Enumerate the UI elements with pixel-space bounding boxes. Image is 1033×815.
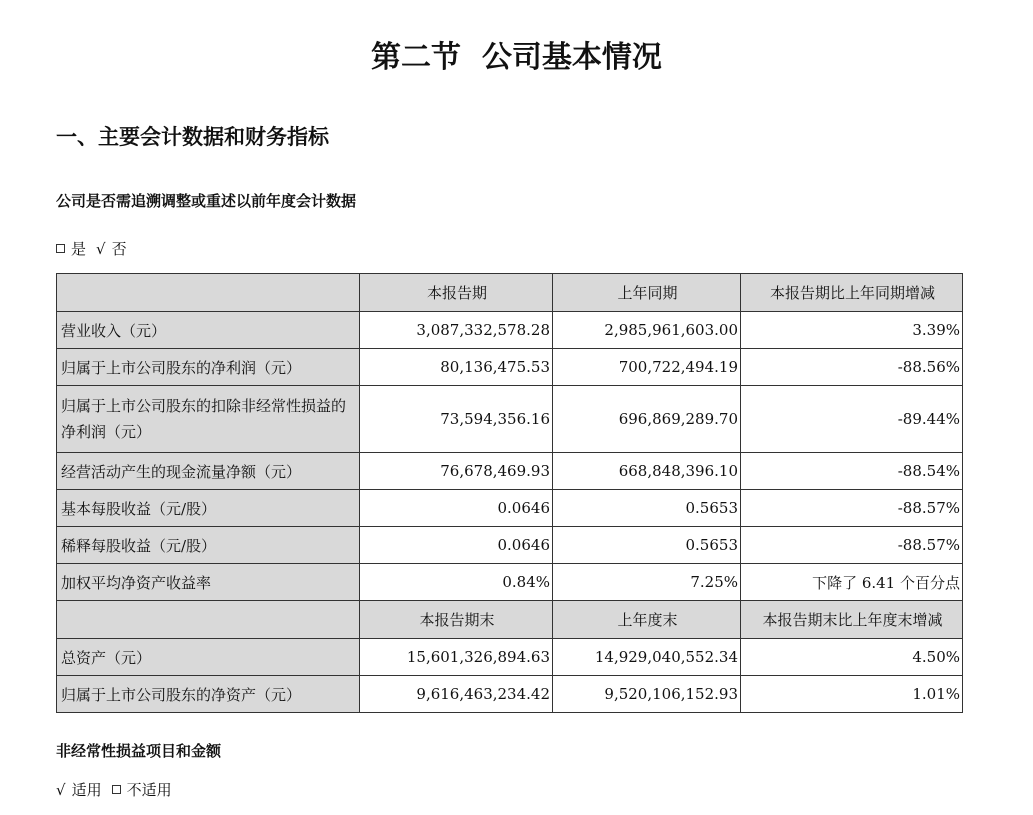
current-period-value: 73,594,356.16 [360,386,553,453]
column-header: 本报告期末比上年度末增减 [741,601,963,639]
row-label: 经营活动产生的现金流量净额（元） [57,453,360,490]
restate-question: 公司是否需追溯调整或重述以前年度会计数据 [56,192,357,210]
prior-period-value: 14,929,040,552.34 [553,639,741,676]
financial-indicators-table [56,273,963,713]
applicable-options [56,779,172,800]
current-period-value: 0.84% [360,564,553,601]
table-header-row [57,274,963,312]
prior-period-value: 668,848,396.10 [553,453,741,490]
prior-period-value: 2,985,961,603.00 [553,312,741,349]
row-label: 归属于上市公司股东的净利润（元） [57,349,360,386]
current-period-value: 0.0646 [360,527,553,564]
table-row [57,564,963,601]
header-blank-cell [57,274,360,312]
prior-period-value: 7.25% [553,564,741,601]
table-row [57,490,963,527]
current-period-value: 9,616,463,234.42 [360,676,553,713]
change-value: -89.44% [741,386,963,453]
row-label: 总资产（元） [57,639,360,676]
row-label: 营业收入（元） [57,312,360,349]
table-body [57,274,963,713]
table-row [57,386,963,453]
column-header: 上年度末 [553,601,741,639]
table-header-row [57,601,963,639]
change-value: -88.56% [741,349,963,386]
change-value: 4.50% [741,639,963,676]
row-label: 归属于上市公司股东的净资产（元） [57,676,360,713]
option-yes-label: 是 [71,240,87,258]
option-not-applicable-label: 不适用 [126,781,172,799]
change-value: 下降了 6.41 个百分点 [741,564,963,601]
nonrecurring-heading: 非经常性损益项目和金额 [56,742,222,760]
column-header: 本报告期 [360,274,553,312]
column-header: 本报告期末 [360,601,553,639]
table-row [57,639,963,676]
unchecked-box-icon [56,244,65,253]
prior-period-value: 0.5653 [553,527,741,564]
table-row [57,676,963,713]
change-value: -88.57% [741,527,963,564]
prior-period-value: 700,722,494.19 [553,349,741,386]
change-value: 3.39% [741,312,963,349]
current-period-value: 15,601,326,894.63 [360,639,553,676]
checkmark-icon: √ [96,240,106,258]
row-label: 归属于上市公司股东的扣除非经常性损益的净利润（元） [57,386,360,453]
column-header: 本报告期比上年同期增减 [741,274,963,312]
column-header: 上年同期 [553,274,741,312]
change-value: 1.01% [741,676,963,713]
prior-period-value: 696,869,289.70 [553,386,741,453]
table-row [57,453,963,490]
unchecked-box-icon [112,785,121,794]
option-no-label: 否 [111,240,127,258]
main-heading: 一、主要会计数据和财务指标 [56,125,329,149]
table-row [57,312,963,349]
header-blank-cell [57,601,360,639]
prior-period-value: 9,520,106,152.93 [553,676,741,713]
row-label: 稀释每股收益（元/股） [57,527,360,564]
current-period-value: 80,136,475.53 [360,349,553,386]
change-value: -88.57% [741,490,963,527]
section-title: 第二节 公司基本情况 [371,40,662,75]
current-period-value: 0.0646 [360,490,553,527]
current-period-value: 3,087,332,578.28 [360,312,553,349]
row-label: 加权平均净资产收益率 [57,564,360,601]
change-value: -88.54% [741,453,963,490]
current-period-value: 76,678,469.93 [360,453,553,490]
table-row [57,527,963,564]
table-row [57,349,963,386]
prior-period-value: 0.5653 [553,490,741,527]
option-applicable-label: 适用 [71,781,102,799]
checkmark-icon: √ [56,781,66,799]
row-label: 基本每股收益（元/股） [57,490,360,527]
restate-options [56,238,127,259]
